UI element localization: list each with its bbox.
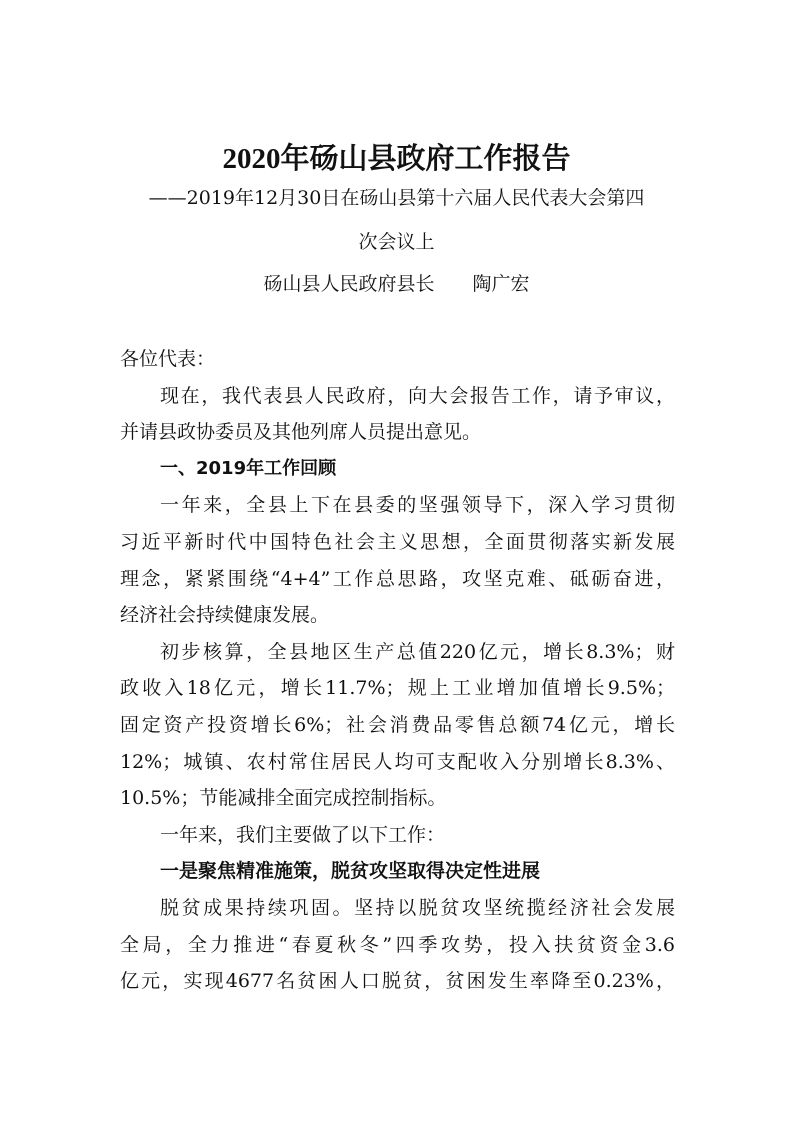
document-body — [120, 341, 675, 1000]
paragraph-line: 理念，紧紧围绕“4+4”工作总思路，攻坚克难、砥砺奋进， — [120, 567, 675, 590]
salutation: 各位代表： — [120, 348, 216, 370]
section-heading: 一、2019年工作回顾 — [160, 457, 337, 479]
paragraph-line: 政收入18亿元，增长11.7%；规上工业增加值增长9.5%； — [120, 677, 675, 700]
paragraph-line: 一年来，我们主要做了以下工作： — [160, 823, 446, 846]
paragraph-line: 亿元，实现4677名贫困人口脱贫，贫困发生率降至0.23%， — [120, 970, 675, 993]
intro-line: 现在，我代表县人民政府，向大会报告工作，请予审议， — [160, 384, 675, 407]
paragraph-line: 固定资产投资增长6%；社会消费品零售总额74亿元，增长 — [120, 713, 675, 736]
subtitle-line-1: ——2019年12月30日在砀山县第十六届人民代表大会第四 — [148, 187, 645, 209]
paragraph-line: 脱贫成果持续巩固。坚持以脱贫攻坚统揽经济社会发展 — [160, 896, 675, 919]
intro-line: 并请县政协委员及其他列席人员提出意见。 — [120, 421, 482, 444]
subtitle-line-2: 次会议上 — [358, 231, 435, 253]
paragraph-line: 12%；城镇、农村常住居民人均可支配收入分别增长8.3%、 — [120, 750, 675, 773]
paragraph-line: 10.5%；节能减排全面完成控制指标。 — [120, 787, 447, 810]
subheading: 一是聚焦精准施策，脱贫攻坚取得决定性进展 — [160, 860, 541, 883]
paragraph-line: 经济社会持续健康发展。 — [120, 604, 330, 627]
document-title: 2020年砀山县政府工作报告 — [222, 143, 571, 175]
author-line: 砀山县人民政府县长 陶广宏 — [263, 273, 530, 295]
paragraph-line: 一年来，全县上下在县委的坚强领导下，深入学习贯彻 — [160, 494, 675, 517]
paragraph-line: 习近平新时代中国特色社会主义思想，全面贯彻落实新发展 — [120, 530, 675, 553]
paragraph-line: 全局，全力推进“春夏秋冬”四季攻势，投入扶贫资金3.6 — [120, 933, 675, 956]
paragraph-line: 初步核算，全县地区生产总值220亿元，增长8.3%；财 — [160, 640, 675, 663]
